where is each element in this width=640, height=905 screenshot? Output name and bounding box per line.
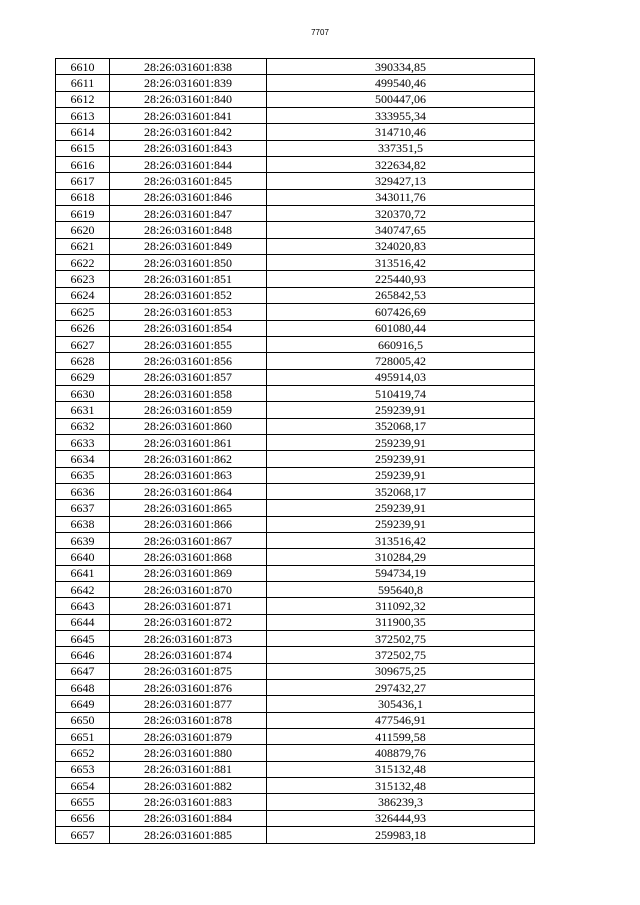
value-cell: 510419,74 — [267, 385, 535, 401]
table-row — [56, 255, 535, 271]
value-cell: 324020,83 — [267, 238, 535, 254]
value-cell: 311092,32 — [267, 598, 535, 614]
table-row — [56, 696, 535, 712]
page-number: 7707 — [311, 28, 329, 37]
table-row — [56, 336, 535, 352]
cadastral-number-cell: 28:26:031601:868 — [110, 549, 267, 565]
cadastral-number-cell: 28:26:031601:869 — [110, 565, 267, 581]
value-cell: 322634,82 — [267, 157, 535, 173]
cadastral-number-cell: 28:26:031601:844 — [110, 157, 267, 173]
table-row — [56, 402, 535, 418]
cadastral-number-cell: 28:26:031601:855 — [110, 336, 267, 352]
cadastral-number-cell: 28:26:031601:852 — [110, 287, 267, 303]
row-number-cell: 6635 — [56, 467, 110, 483]
cadastral-number-cell: 28:26:031601:860 — [110, 418, 267, 434]
row-number-cell: 6613 — [56, 108, 110, 124]
table-row — [56, 434, 535, 450]
row-number-cell: 6627 — [56, 336, 110, 352]
table-row — [56, 647, 535, 663]
cadastral-number-cell: 28:26:031601:871 — [110, 598, 267, 614]
table-row — [56, 91, 535, 107]
row-number-cell: 6643 — [56, 598, 110, 614]
cadastral-number-cell: 28:26:031601:882 — [110, 778, 267, 794]
cadastral-number-cell: 28:26:031601:884 — [110, 810, 267, 826]
value-cell: 225440,93 — [267, 271, 535, 287]
row-number-cell: 6640 — [56, 549, 110, 565]
cadastral-number-cell: 28:26:031601:846 — [110, 189, 267, 205]
table-row — [56, 59, 535, 75]
table-row — [56, 761, 535, 777]
row-number-cell: 6632 — [56, 418, 110, 434]
table-row — [56, 108, 535, 124]
table-row — [56, 385, 535, 401]
row-number-cell: 6650 — [56, 712, 110, 728]
value-cell: 499540,46 — [267, 75, 535, 91]
row-number-cell: 6615 — [56, 140, 110, 156]
row-number-cell: 6652 — [56, 745, 110, 761]
cadastral-number-cell: 28:26:031601:843 — [110, 140, 267, 156]
row-number-cell: 6616 — [56, 157, 110, 173]
table-row — [56, 157, 535, 173]
cadastral-number-cell: 28:26:031601:864 — [110, 483, 267, 499]
row-number-cell: 6653 — [56, 761, 110, 777]
row-number-cell: 6645 — [56, 631, 110, 647]
cadastral-number-cell: 28:26:031601:853 — [110, 304, 267, 320]
table-row — [56, 582, 535, 598]
value-cell: 495914,03 — [267, 369, 535, 385]
cadastral-number-cell: 28:26:031601:849 — [110, 238, 267, 254]
value-cell: 305436,1 — [267, 696, 535, 712]
table-row — [56, 631, 535, 647]
table-row — [56, 271, 535, 287]
table-row — [56, 173, 535, 189]
table-row — [56, 745, 535, 761]
cadastral-number-cell: 28:26:031601:866 — [110, 516, 267, 532]
row-number-cell: 6610 — [56, 59, 110, 75]
row-number-cell: 6651 — [56, 729, 110, 745]
value-cell: 259239,91 — [267, 434, 535, 450]
table-row — [56, 827, 535, 843]
row-number-cell: 6642 — [56, 582, 110, 598]
cadastral-number-cell: 28:26:031601:850 — [110, 255, 267, 271]
row-number-cell: 6626 — [56, 320, 110, 336]
table-row — [56, 500, 535, 516]
cadastral-number-cell: 28:26:031601:865 — [110, 500, 267, 516]
cadastral-number-cell: 28:26:031601:872 — [110, 614, 267, 630]
table-row — [56, 238, 535, 254]
value-cell: 340747,65 — [267, 222, 535, 238]
row-number-cell: 6631 — [56, 402, 110, 418]
table-row — [56, 75, 535, 91]
table-row — [56, 565, 535, 581]
row-number-cell: 6648 — [56, 680, 110, 696]
cadastral-number-cell: 28:26:031601:862 — [110, 451, 267, 467]
table-row — [56, 451, 535, 467]
row-number-cell: 6649 — [56, 696, 110, 712]
value-cell: 315132,48 — [267, 761, 535, 777]
value-cell: 660916,5 — [267, 336, 535, 352]
row-number-cell: 6623 — [56, 271, 110, 287]
row-number-cell: 6617 — [56, 173, 110, 189]
row-number-cell: 6639 — [56, 532, 110, 548]
table-row — [56, 222, 535, 238]
value-cell: 311900,35 — [267, 614, 535, 630]
value-cell: 333955,34 — [267, 108, 535, 124]
value-cell: 314710,46 — [267, 124, 535, 140]
value-cell: 372502,75 — [267, 647, 535, 663]
cadastral-number-cell: 28:26:031601:875 — [110, 663, 267, 679]
cadastral-table — [55, 58, 535, 844]
value-cell: 595640,8 — [267, 582, 535, 598]
value-cell: 259239,91 — [267, 402, 535, 418]
table-row — [56, 778, 535, 794]
row-number-cell: 6656 — [56, 810, 110, 826]
row-number-cell: 6644 — [56, 614, 110, 630]
cadastral-number-cell: 28:26:031601:838 — [110, 59, 267, 75]
cadastral-number-cell: 28:26:031601:861 — [110, 434, 267, 450]
row-number-cell: 6641 — [56, 565, 110, 581]
table-row — [56, 729, 535, 745]
row-number-cell: 6619 — [56, 206, 110, 222]
cadastral-number-cell: 28:26:031601:876 — [110, 680, 267, 696]
value-cell: 500447,06 — [267, 91, 535, 107]
table-row — [56, 304, 535, 320]
row-number-cell: 6628 — [56, 353, 110, 369]
cadastral-number-cell: 28:26:031601:847 — [110, 206, 267, 222]
value-cell: 259239,91 — [267, 516, 535, 532]
table-row — [56, 549, 535, 565]
table-row — [56, 287, 535, 303]
value-cell: 315132,48 — [267, 778, 535, 794]
row-number-cell: 6646 — [56, 647, 110, 663]
value-cell: 352068,17 — [267, 418, 535, 434]
cadastral-number-cell: 28:26:031601:873 — [110, 631, 267, 647]
cadastral-number-cell: 28:26:031601:854 — [110, 320, 267, 336]
cadastral-number-cell: 28:26:031601:878 — [110, 712, 267, 728]
row-number-cell: 6657 — [56, 827, 110, 843]
value-cell: 259239,91 — [267, 500, 535, 516]
table-row — [56, 206, 535, 222]
row-number-cell: 6634 — [56, 451, 110, 467]
table-body — [56, 59, 535, 844]
value-cell: 329427,13 — [267, 173, 535, 189]
cadastral-number-cell: 28:26:031601:879 — [110, 729, 267, 745]
row-number-cell: 6637 — [56, 500, 110, 516]
row-number-cell: 6620 — [56, 222, 110, 238]
value-cell: 265842,53 — [267, 287, 535, 303]
table-row — [56, 418, 535, 434]
table-row — [56, 353, 535, 369]
value-cell: 310284,29 — [267, 549, 535, 565]
row-number-cell: 6612 — [56, 91, 110, 107]
table-row — [56, 483, 535, 499]
value-cell: 411599,58 — [267, 729, 535, 745]
value-cell: 337351,5 — [267, 140, 535, 156]
value-cell: 320370,72 — [267, 206, 535, 222]
cadastral-number-cell: 28:26:031601:839 — [110, 75, 267, 91]
value-cell: 372502,75 — [267, 631, 535, 647]
cadastral-number-cell: 28:26:031601:840 — [110, 91, 267, 107]
cadastral-number-cell: 28:26:031601:863 — [110, 467, 267, 483]
value-cell: 259239,91 — [267, 467, 535, 483]
value-cell: 607426,69 — [267, 304, 535, 320]
row-number-cell: 6636 — [56, 483, 110, 499]
row-number-cell: 6625 — [56, 304, 110, 320]
cadastral-number-cell: 28:26:031601:877 — [110, 696, 267, 712]
value-cell: 326444,93 — [267, 810, 535, 826]
row-number-cell: 6624 — [56, 287, 110, 303]
row-number-cell: 6611 — [56, 75, 110, 91]
table-row — [56, 320, 535, 336]
row-number-cell: 6629 — [56, 369, 110, 385]
table-row — [56, 794, 535, 810]
value-cell: 259983,18 — [267, 827, 535, 843]
table-row — [56, 663, 535, 679]
value-cell: 343011,76 — [267, 189, 535, 205]
row-number-cell: 6638 — [56, 516, 110, 532]
cadastral-number-cell: 28:26:031601:870 — [110, 582, 267, 598]
value-cell: 386239,3 — [267, 794, 535, 810]
cadastral-number-cell: 28:26:031601:845 — [110, 173, 267, 189]
cadastral-number-cell: 28:26:031601:883 — [110, 794, 267, 810]
cadastral-number-cell: 28:26:031601:885 — [110, 827, 267, 843]
value-cell: 309675,25 — [267, 663, 535, 679]
table-row — [56, 532, 535, 548]
row-number-cell: 6654 — [56, 778, 110, 794]
row-number-cell: 6630 — [56, 385, 110, 401]
row-number-cell: 6633 — [56, 434, 110, 450]
table-row — [56, 810, 535, 826]
table-row — [56, 598, 535, 614]
row-number-cell: 6621 — [56, 238, 110, 254]
value-cell: 594734,19 — [267, 565, 535, 581]
cadastral-number-cell: 28:26:031601:880 — [110, 745, 267, 761]
row-number-cell: 6618 — [56, 189, 110, 205]
value-cell: 313516,42 — [267, 255, 535, 271]
table-row — [56, 369, 535, 385]
table-row — [56, 680, 535, 696]
table-row — [56, 516, 535, 532]
table-row — [56, 140, 535, 156]
cadastral-number-cell: 28:26:031601:856 — [110, 353, 267, 369]
cadastral-number-cell: 28:26:031601:859 — [110, 402, 267, 418]
row-number-cell: 6614 — [56, 124, 110, 140]
table-row — [56, 712, 535, 728]
cadastral-number-cell: 28:26:031601:857 — [110, 369, 267, 385]
cadastral-number-cell: 28:26:031601:858 — [110, 385, 267, 401]
table-row — [56, 614, 535, 630]
cadastral-number-cell: 28:26:031601:842 — [110, 124, 267, 140]
value-cell: 601080,44 — [267, 320, 535, 336]
value-cell: 390334,85 — [267, 59, 535, 75]
row-number-cell: 6622 — [56, 255, 110, 271]
value-cell: 477546,91 — [267, 712, 535, 728]
table-row — [56, 124, 535, 140]
value-cell: 408879,76 — [267, 745, 535, 761]
row-number-cell: 6655 — [56, 794, 110, 810]
cadastral-number-cell: 28:26:031601:867 — [110, 532, 267, 548]
cadastral-number-cell: 28:26:031601:881 — [110, 761, 267, 777]
table-row — [56, 467, 535, 483]
value-cell: 352068,17 — [267, 483, 535, 499]
row-number-cell: 6647 — [56, 663, 110, 679]
value-cell: 728005,42 — [267, 353, 535, 369]
value-cell: 313516,42 — [267, 532, 535, 548]
table-row — [56, 189, 535, 205]
cadastral-number-cell: 28:26:031601:848 — [110, 222, 267, 238]
value-cell: 297432,27 — [267, 680, 535, 696]
cadastral-number-cell: 28:26:031601:874 — [110, 647, 267, 663]
value-cell: 259239,91 — [267, 451, 535, 467]
cadastral-number-cell: 28:26:031601:841 — [110, 108, 267, 124]
cadastral-number-cell: 28:26:031601:851 — [110, 271, 267, 287]
